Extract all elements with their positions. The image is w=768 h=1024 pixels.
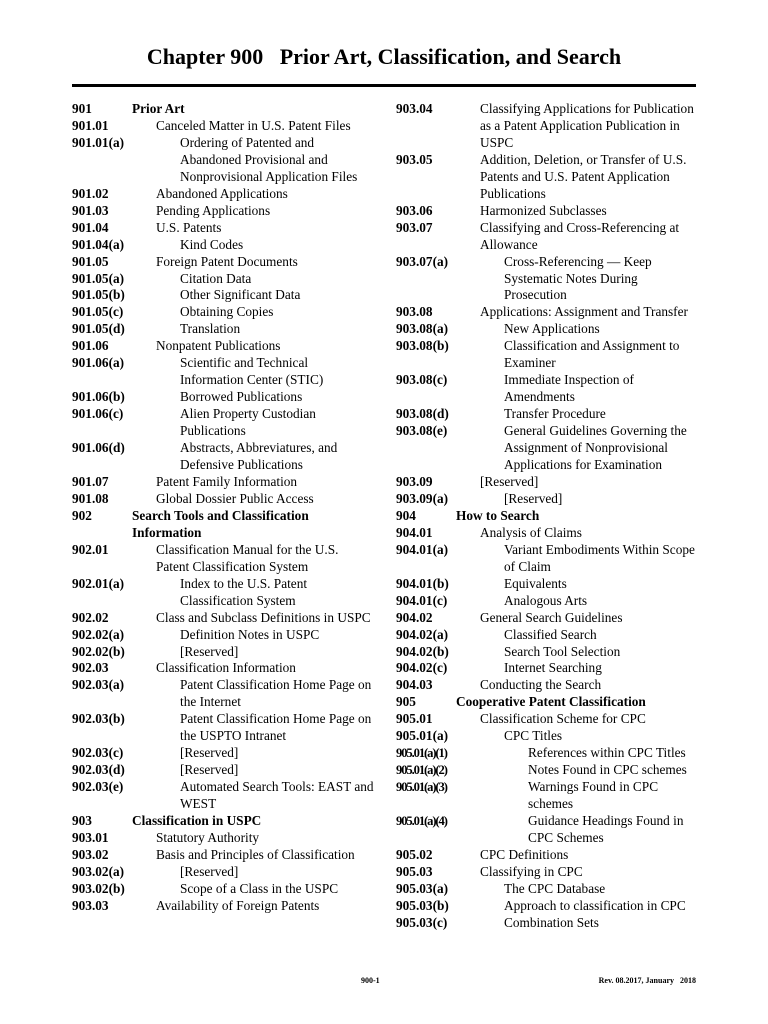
toc-section-number: 903.02(b) [72, 880, 125, 896]
revision-date: Rev. 08.2017, January 2018 [598, 976, 696, 985]
toc-section-title: Translation [180, 321, 241, 337]
toc-entry [396, 508, 698, 525]
toc-section-number: 901.03 [72, 202, 109, 218]
page-title: Chapter 900 Prior Art, Classification, and Search [146, 44, 622, 69]
toc-section-number: 901.04(a) [72, 236, 125, 252]
toc-section-title: Analysis of Claims [480, 524, 582, 540]
toc-entry [396, 304, 698, 321]
toc-section-title: [Reserved] [504, 490, 563, 506]
toc-section-title: Scope of a Class in the USPC [180, 880, 339, 896]
toc-section-number: 905.01 [396, 711, 433, 727]
toc-section-title: Patent Family Information [156, 473, 298, 489]
toc-entry [72, 660, 374, 677]
toc-section-number: 901.06(b) [72, 389, 125, 405]
toc-entry [72, 881, 374, 898]
toc-section-number: 903.06 [396, 202, 433, 218]
toc-section-title: Foreign Patent Documents [156, 253, 298, 269]
toc-entry [396, 711, 698, 728]
toc-section-number: 901.01(a) [72, 134, 125, 150]
toc-entry [396, 542, 698, 576]
toc-section-title: References within CPC Titles [528, 745, 686, 761]
toc-section-number: 903.09(a) [396, 490, 449, 506]
toc-entry [72, 321, 374, 338]
toc-entry [72, 355, 374, 389]
toc-section-number: 905.02 [396, 846, 433, 862]
toc-section-number: 905.03(c) [396, 914, 448, 930]
toc-entry [396, 898, 698, 915]
toc-section-number: 902.03 [72, 660, 109, 676]
toc-entry [396, 576, 698, 593]
toc-entry [72, 542, 374, 576]
toc-section-number: 903.04 [396, 101, 433, 116]
toc-section-title: Combination Sets [504, 914, 599, 930]
toc-section-number: 903.03 [72, 897, 109, 913]
toc-entry [72, 830, 374, 847]
toc-section-title: Obtaining Copies [180, 304, 274, 320]
toc-section-title: New Applications [504, 321, 600, 337]
title-rule [72, 84, 696, 87]
toc-entry [396, 694, 698, 711]
toc-entry [72, 898, 374, 915]
toc-section-title: Cross-Referencing — Keep Systematic Notes During Prosecution [504, 253, 652, 303]
toc-section-title: Cooperative Patent Classification [456, 694, 646, 710]
toc-entry [396, 644, 698, 661]
toc-section-number: 904.03 [396, 677, 433, 693]
toc-entry [72, 576, 374, 610]
toc-entry [72, 186, 374, 203]
toc-section-number: 905 [396, 694, 416, 710]
toc-section-number: 901.06 [72, 338, 109, 354]
toc-section-number: 901.05(b) [72, 287, 125, 303]
toc-entry [396, 762, 698, 779]
toc-section-title: Addition, Deletion, or Transfer of U.S. Patents and U.S. Patent Application Publications [480, 151, 687, 201]
toc-entry [72, 508, 374, 542]
toc-section-number: 904.02(b) [396, 643, 449, 659]
toc-entry [72, 677, 374, 711]
toc-entry [72, 864, 374, 881]
toc-entry [396, 321, 698, 338]
toc-entry [72, 491, 374, 508]
toc-section-number: 905.01(a)(4) [396, 814, 447, 829]
toc-section-title: Patent Classification Home Page on the USPTO Intranet [180, 711, 372, 744]
toc-section-title: Classified Search [504, 626, 597, 642]
toc-entry [72, 304, 374, 321]
toc-entry [72, 762, 374, 779]
page-number: 900-1 [361, 976, 380, 985]
toc-entry [72, 118, 374, 135]
toc-section-title: [Reserved] [180, 745, 239, 761]
toc-section-title: Immediate Inspection of Amendments [504, 372, 634, 405]
toc-entry [72, 711, 374, 745]
toc-entry [72, 610, 374, 627]
toc-section-number: 901.07 [72, 473, 109, 489]
toc-entry [72, 627, 374, 644]
toc-entry [72, 389, 374, 406]
toc-section-title: Index to the U.S. Patent Classification System [180, 575, 308, 608]
toc-section-title: U.S. Patents [156, 219, 222, 235]
toc-section-title: Internet Searching [504, 660, 602, 676]
toc-section-title: [Reserved] [180, 643, 239, 659]
toc-section-title: Kind Codes [180, 236, 244, 252]
toc-entry [72, 220, 374, 237]
toc-section-number: 901.05(a) [72, 270, 125, 286]
toc-section-title: Patent Classification Home Page on the Internet [180, 677, 372, 710]
toc-entry [396, 660, 698, 677]
toc-section-number: 901.06(d) [72, 440, 125, 456]
toc-section-number: 902.03(a) [72, 677, 125, 693]
toc-section-number: 902.03(b) [72, 711, 125, 727]
toc-section-number: 905.01(a) [396, 728, 449, 744]
toc-section-title: Citation Data [180, 270, 252, 286]
toc-section-number: 903 [72, 813, 92, 829]
toc-section-title: Other Significant Data [180, 287, 301, 303]
toc-section-title: Notes Found in CPC schemes [528, 762, 687, 778]
toc-section-number: 901 [72, 101, 92, 116]
toc-entry [396, 610, 698, 627]
toc-section-number: 905.01(a)(2) [396, 763, 447, 778]
toc-section-number: 901.05 [72, 253, 109, 269]
toc-entry [396, 728, 698, 745]
toc-section-number: 904.02 [396, 609, 433, 625]
toc-section-title: CPC Titles [504, 728, 563, 744]
toc-section-title: [Reserved] [180, 762, 239, 778]
toc-section-number: 904.01(a) [396, 541, 449, 557]
toc-entry [396, 847, 698, 864]
toc-section-number: 905.03(a) [396, 880, 449, 896]
toc-entry [396, 677, 698, 694]
toc-entry [72, 101, 374, 118]
toc-section-title: General Search Guidelines [480, 609, 623, 625]
toc-section-number: 905.01(a)(3) [396, 780, 447, 795]
toc-entry [396, 423, 698, 474]
toc-section-number: 903.01 [72, 829, 109, 845]
toc-section-title: Nonpatent Publications [156, 338, 281, 354]
toc-entry [72, 338, 374, 355]
toc-section-number: 901.06(a) [72, 355, 125, 371]
toc-section-number: 902.02 [72, 609, 109, 625]
toc-section-title: Abandoned Applications [156, 185, 288, 201]
toc-section-title: Availability of Foreign Patents [156, 897, 320, 913]
toc-entry [72, 440, 374, 474]
toc-section-number: 905.01(a)(1) [396, 746, 447, 761]
toc-entry [396, 203, 698, 220]
toc-section-title: Classifying in CPC [480, 863, 583, 879]
toc-section-title: Basis and Principles of Classification [156, 846, 355, 862]
toc-section-number: 903.05 [396, 151, 433, 167]
toc-section-title: Canceled Matter in U.S. Patent Files [156, 117, 351, 133]
toc-section-number: 901.05(c) [72, 304, 124, 320]
toc-section-title: CPC Definitions [480, 846, 569, 862]
toc-section-title: Borrowed Publications [180, 389, 303, 405]
toc-entry [396, 779, 698, 813]
toc-section-title: Warnings Found in CPC schemes [528, 779, 659, 812]
toc-entry [396, 474, 698, 491]
toc-left-column [72, 101, 374, 915]
toc-section-title: [Reserved] [480, 473, 539, 489]
toc-section-number: 905.03(b) [396, 897, 449, 913]
toc-section-number: 904.02(a) [396, 626, 449, 642]
toc-entry [396, 101, 698, 152]
toc-entry [72, 779, 374, 813]
toc-right-column [396, 101, 698, 932]
toc-entry [396, 915, 698, 932]
toc-section-title: Equivalents [504, 575, 567, 591]
toc-entry [396, 593, 698, 610]
toc-section-number: 903.08(d) [396, 406, 449, 422]
toc-section-number: 903.02(a) [72, 863, 125, 879]
toc-entry [72, 237, 374, 254]
toc-section-number: 903.08 [396, 304, 433, 320]
toc-section-number: 902.02(b) [72, 643, 125, 659]
toc-section-title: Global Dossier Public Access [156, 490, 314, 506]
toc-entry [72, 287, 374, 304]
toc-section-title: Ordering of Patented and Abandoned Provisional and Nonprovisional Application Files [180, 134, 358, 184]
toc-entry [396, 813, 698, 847]
toc-entry [396, 152, 698, 203]
toc-section-title: Classification Scheme for CPC [480, 711, 646, 727]
toc-entry [396, 338, 698, 372]
toc-section-number: 902.02(a) [72, 626, 125, 642]
toc-section-number: 904 [396, 507, 416, 523]
toc-section-number: 903.02 [72, 846, 109, 862]
toc-section-number: 903.08(b) [396, 338, 449, 354]
toc-section-title: Automated Search Tools: EAST and WEST [180, 779, 374, 812]
toc-section-title: Transfer Procedure [504, 406, 606, 422]
toc-section-number: 902.03(e) [72, 779, 124, 795]
toc-entry [72, 254, 374, 271]
toc-section-title: Definition Notes in USPC [180, 626, 320, 642]
toc-entry [72, 847, 374, 864]
toc-section-title: Class and Subclass Definitions in USPC [156, 609, 371, 625]
toc-section-title: Conducting the Search [480, 677, 602, 693]
toc-section-title: Guidance Headings Found in CPC Schemes [528, 813, 684, 845]
toc-entry [72, 745, 374, 762]
toc-entry [396, 372, 698, 406]
toc-entry [72, 644, 374, 661]
toc-section-number: 901.04 [72, 219, 109, 235]
toc-section-title: Harmonized Subclasses [480, 202, 607, 218]
toc-section-title: The CPC Database [504, 880, 606, 896]
toc-section-title: [Reserved] [180, 863, 239, 879]
toc-section-title: Analogous Arts [504, 592, 588, 608]
toc-section-title: Classifying Applications for Publication as a Patent Application Publication in USPC [480, 101, 694, 150]
toc-section-number: 901.01 [72, 117, 109, 133]
toc-section-title: General Guidelines Governing the Assignment of Nonprovisional Applications for Examination [504, 423, 687, 473]
toc-entry [396, 881, 698, 898]
toc-entry [72, 813, 374, 830]
toc-section-number: 905.03 [396, 863, 433, 879]
toc-entry [396, 406, 698, 423]
toc-entry [396, 745, 698, 762]
toc-section-title: Prior Art [132, 101, 185, 116]
toc-section-number: 903.09 [396, 473, 433, 489]
toc-entry [72, 271, 374, 288]
toc-section-title: Search Tools and Classification Information [132, 507, 309, 540]
toc-section-title: Abstracts, Abbreviatures, and Defensive Publications [180, 440, 338, 473]
toc-section-number: 904.01(c) [396, 592, 448, 608]
toc-section-number: 901.05(d) [72, 321, 125, 337]
toc-section-number: 901.06(c) [72, 406, 124, 422]
toc-entry [72, 474, 374, 491]
toc-section-number: 902 [72, 507, 92, 523]
toc-section-number: 904.01(b) [396, 575, 449, 591]
toc-section-title: How to Search [456, 507, 540, 523]
toc-entry [396, 864, 698, 881]
toc-entry [396, 525, 698, 542]
toc-section-title: Alien Property Custodian Publications [180, 406, 316, 439]
toc-section-title: Classification Information [156, 660, 296, 676]
toc-section-title: Applications: Assignment and Transfer [480, 304, 688, 320]
toc-section-number: 903.07 [396, 219, 433, 235]
toc-section-title: Classification Manual for the U.S. Patent Classification System [156, 541, 339, 574]
toc-section-title: Pending Applications [156, 202, 271, 218]
toc-section-title: Variant Embodiments Within Scope of Claim [504, 541, 695, 574]
toc-section-title: Classification in USPC [132, 813, 262, 829]
toc-section-number: 901.02 [72, 185, 109, 201]
toc-section-number: 902.03(d) [72, 762, 125, 778]
toc-entry [72, 203, 374, 220]
toc-entry [72, 135, 374, 186]
toc-entry [396, 491, 698, 508]
toc-section-number: 902.01(a) [72, 575, 125, 591]
toc-section-title: Search Tool Selection [504, 643, 621, 659]
toc-section-title: Classification and Assignment to Examiner [504, 338, 680, 371]
toc-section-number: 904.02(c) [396, 660, 448, 676]
toc-section-number: 903.07(a) [396, 253, 449, 269]
toc-section-title: Statutory Authority [156, 829, 260, 845]
toc-section-title: Scientific and Technical Information Center (STIC) [180, 355, 324, 388]
toc-section-number: 902.01 [72, 541, 109, 557]
toc-section-number: 903.08(a) [396, 321, 449, 337]
toc-section-number: 902.03(c) [72, 745, 124, 761]
toc-section-number: 903.08(c) [396, 372, 448, 388]
toc-entry [72, 406, 374, 440]
toc-section-title: Classifying and Cross-Referencing at Allowance [480, 219, 680, 252]
toc-section-number: 904.01 [396, 524, 433, 540]
toc-section-number: 903.08(e) [396, 423, 448, 439]
toc-entry [396, 220, 698, 254]
toc-entry [396, 254, 698, 305]
toc-section-number: 901.08 [72, 490, 109, 506]
toc-section-title: Approach to classification in CPC [504, 897, 686, 913]
toc-entry [396, 627, 698, 644]
